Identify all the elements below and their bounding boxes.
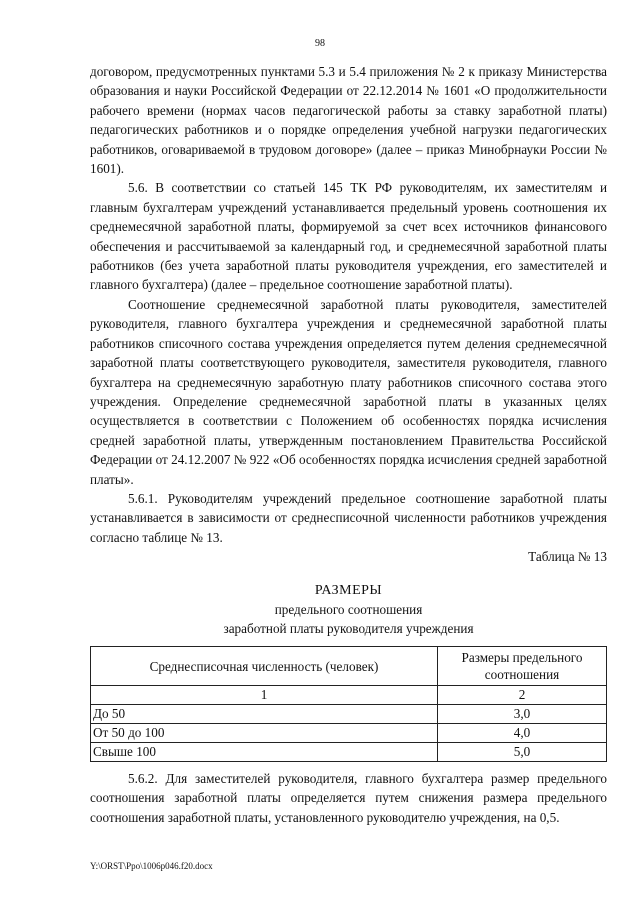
table-row xyxy=(91,743,607,762)
paragraph-5-6-1: 5.6.1. Руководителям учреждений предельное соотношение заработной платы устанавливается в зависимости от среднесписочной численности работников учреждения согласно таблице № 13. xyxy=(90,490,607,545)
row-ratio: 4,0 xyxy=(438,724,607,743)
paragraph-5-6-2: 5.6.2. Для заместителей руководителя, главного бухгалтера размер предельного соотношения заработной платы определяется путем снижения размера предельного соотношения заработной платы, установленного руководителю учреждения, на 0,5. xyxy=(90,771,607,825)
paragraph-continuation: договором, предусмотренных пунктами 5.3 и 5.4 приложения № 2 к приказу Министерства образования и науки Российской Федерации от 22.12.2014 № 1601 «О продолжительности рабочего времени (нормах часов педагогической работы за ставку заработной платы) педагогических работников и о порядке определения учебной нагрузки педагогических работников, оговариваемой в трудовом договоре» (далее – приказ Минобрнауки России № 1601). xyxy=(90,64,607,177)
paragraph-ratio-definition: Соотношение среднемесячной заработной платы руководителя, заместителей руководителя, главного бухгалтера учреждения и среднемесячной заработной платы работников списочного состава учреждения определяется путем деления среднемесячной заработной платы соответствующего руководителя, заместителя руководителя, главного бухгалтера на среднемесячную заработную плату работников списочного состава этого учреждения. Определение среднемесячной заработной платы в указанных целях осуществляется в соответствии с Положением об особенностях порядка исчисления средней заработной платы, утвержденным постановлением Правительства Российской Федерации от 24.12.2007 № 922 «Об особенностях порядка исчисления средней заработной платы». xyxy=(90,296,607,487)
ratio-table xyxy=(90,646,607,762)
column-number-1: 1 xyxy=(91,686,438,705)
footer-file-path: Y:\ORST\Ppo\1006p046.f20.docx xyxy=(90,861,213,871)
table-title-line2: предельного соотношения xyxy=(274,602,423,617)
page-number: 98 xyxy=(315,38,325,49)
table-column-numbers xyxy=(91,686,607,705)
header-ratio: Размеры предельного соотношения xyxy=(438,647,607,686)
header-headcount: Среднесписочная численность (человек) xyxy=(91,647,438,686)
document-body xyxy=(90,62,607,547)
closing-section xyxy=(90,769,607,827)
table-row xyxy=(91,705,607,724)
row-ratio: 5,0 xyxy=(438,743,607,762)
paragraph-5-6: 5.6. В соответствии со статьей 145 ТК РФ руководителям, их заместителям и главным бухгалтерам учреждений устанавливается предельный уровень соотношения их среднемесячной заработной платы, формируемой за счет всех источников финансового обеспечения и рассчитываемой за календарный год, и среднемесячной заработной платы работников (без учета заработной платы руководителя учреждения, его заместителей и главного бухгалтера) (далее – предельное соотношение заработной платы). xyxy=(90,180,607,293)
row-ratio: 3,0 xyxy=(438,705,607,724)
row-headcount: До 50 xyxy=(91,705,438,724)
table-title-line3: заработной платы руководителя учреждения xyxy=(223,621,474,636)
row-headcount: От 50 до 100 xyxy=(91,724,438,743)
row-headcount: Свыше 100 xyxy=(91,743,438,762)
table-header-row xyxy=(91,647,607,686)
table-title-line1: РАЗМЕРЫ xyxy=(314,583,383,598)
column-number-2: 2 xyxy=(438,686,607,705)
table-title xyxy=(90,581,607,638)
table-row xyxy=(91,724,607,743)
table-caption: Таблица № 13 xyxy=(528,549,607,564)
